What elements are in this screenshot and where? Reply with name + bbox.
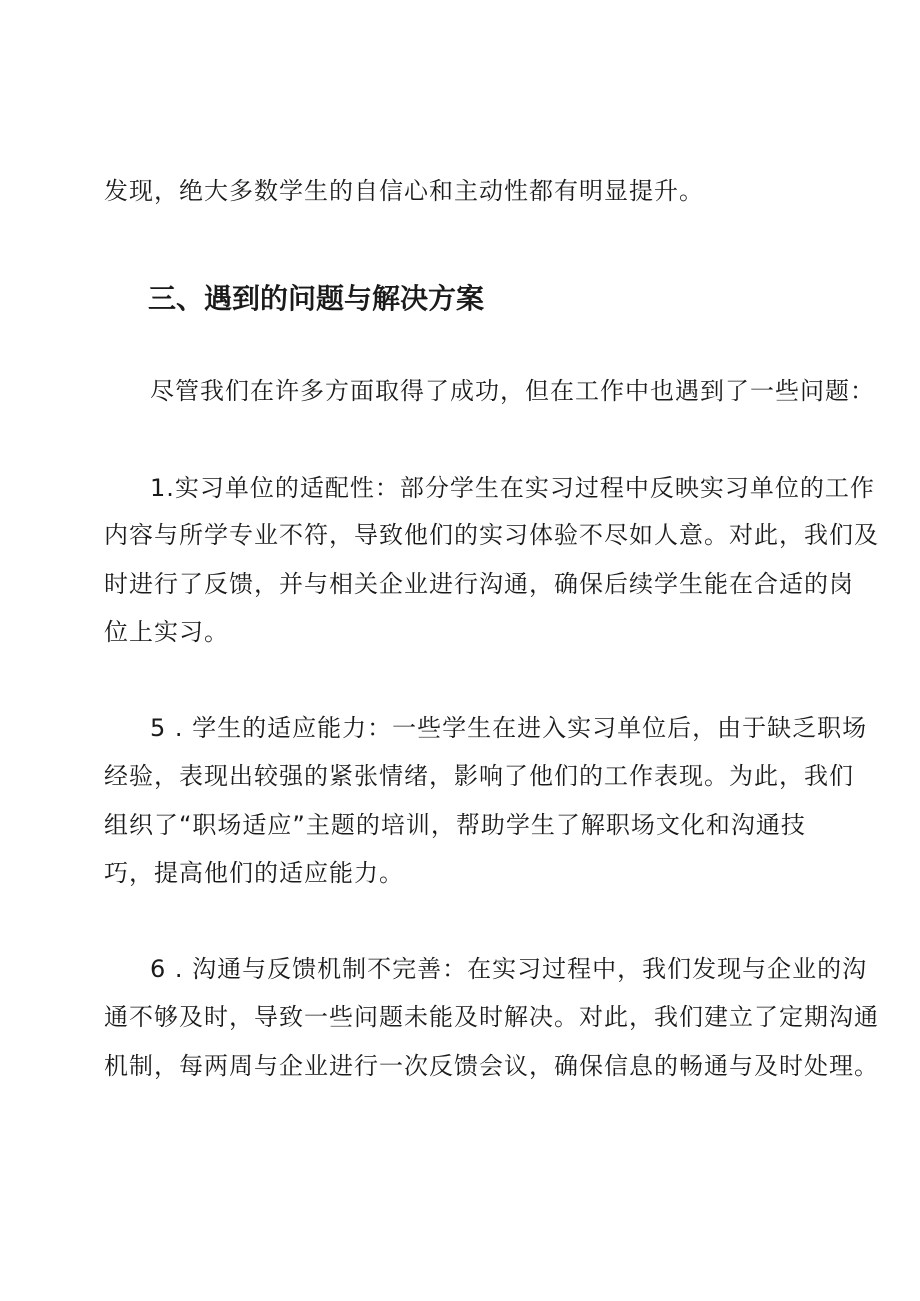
paragraph-line: 5 . 学生的适应能力：一些学生在进入实习单位后，由于缺乏职场	[150, 714, 868, 742]
paragraph-line: 内容与所学专业不符，导致他们的实习体验不尽如人意。对此，我们及	[104, 521, 879, 549]
paragraph-line: 1.实习单位的适配性：部分学生在实习过程中反映实习单位的工作	[150, 474, 875, 502]
intro-paragraph: 尽管我们在许多方面取得了成功，但在工作中也遇到了一些问题：	[150, 377, 875, 405]
paragraph-line: 经验，表现出较强的紧张情绪，影响了他们的工作表现。为此，我们	[104, 762, 854, 790]
paragraph-line: 组织了“职场适应”主题的培训，帮助学生了解职场文化和沟通技	[104, 811, 806, 839]
continuation-text: 发现，绝大多数学生的自信心和主动性都有明显提升。	[104, 177, 704, 205]
paragraph-line: 6 . 沟通与反馈机制不完善：在实习过程中，我们发现与企业的沟	[150, 955, 868, 983]
paragraph-line: 通不够及时，导致一些问题未能及时解决。对此，我们建立了定期沟通	[104, 1003, 879, 1031]
paragraph-line: 巧，提高他们的适应能力。	[104, 859, 404, 887]
paragraph-line: 位上实习。	[104, 618, 229, 646]
section-heading: 三、遇到的问题与解决方案	[148, 282, 485, 315]
paragraph-line: 机制，每两周与企业进行一次反馈会议，确保信息的畅通与及时处理。	[104, 1052, 879, 1080]
paragraph-line: 时进行了反馈，并与相关企业进行沟通，确保后续学生能在合适的岗	[104, 570, 854, 598]
